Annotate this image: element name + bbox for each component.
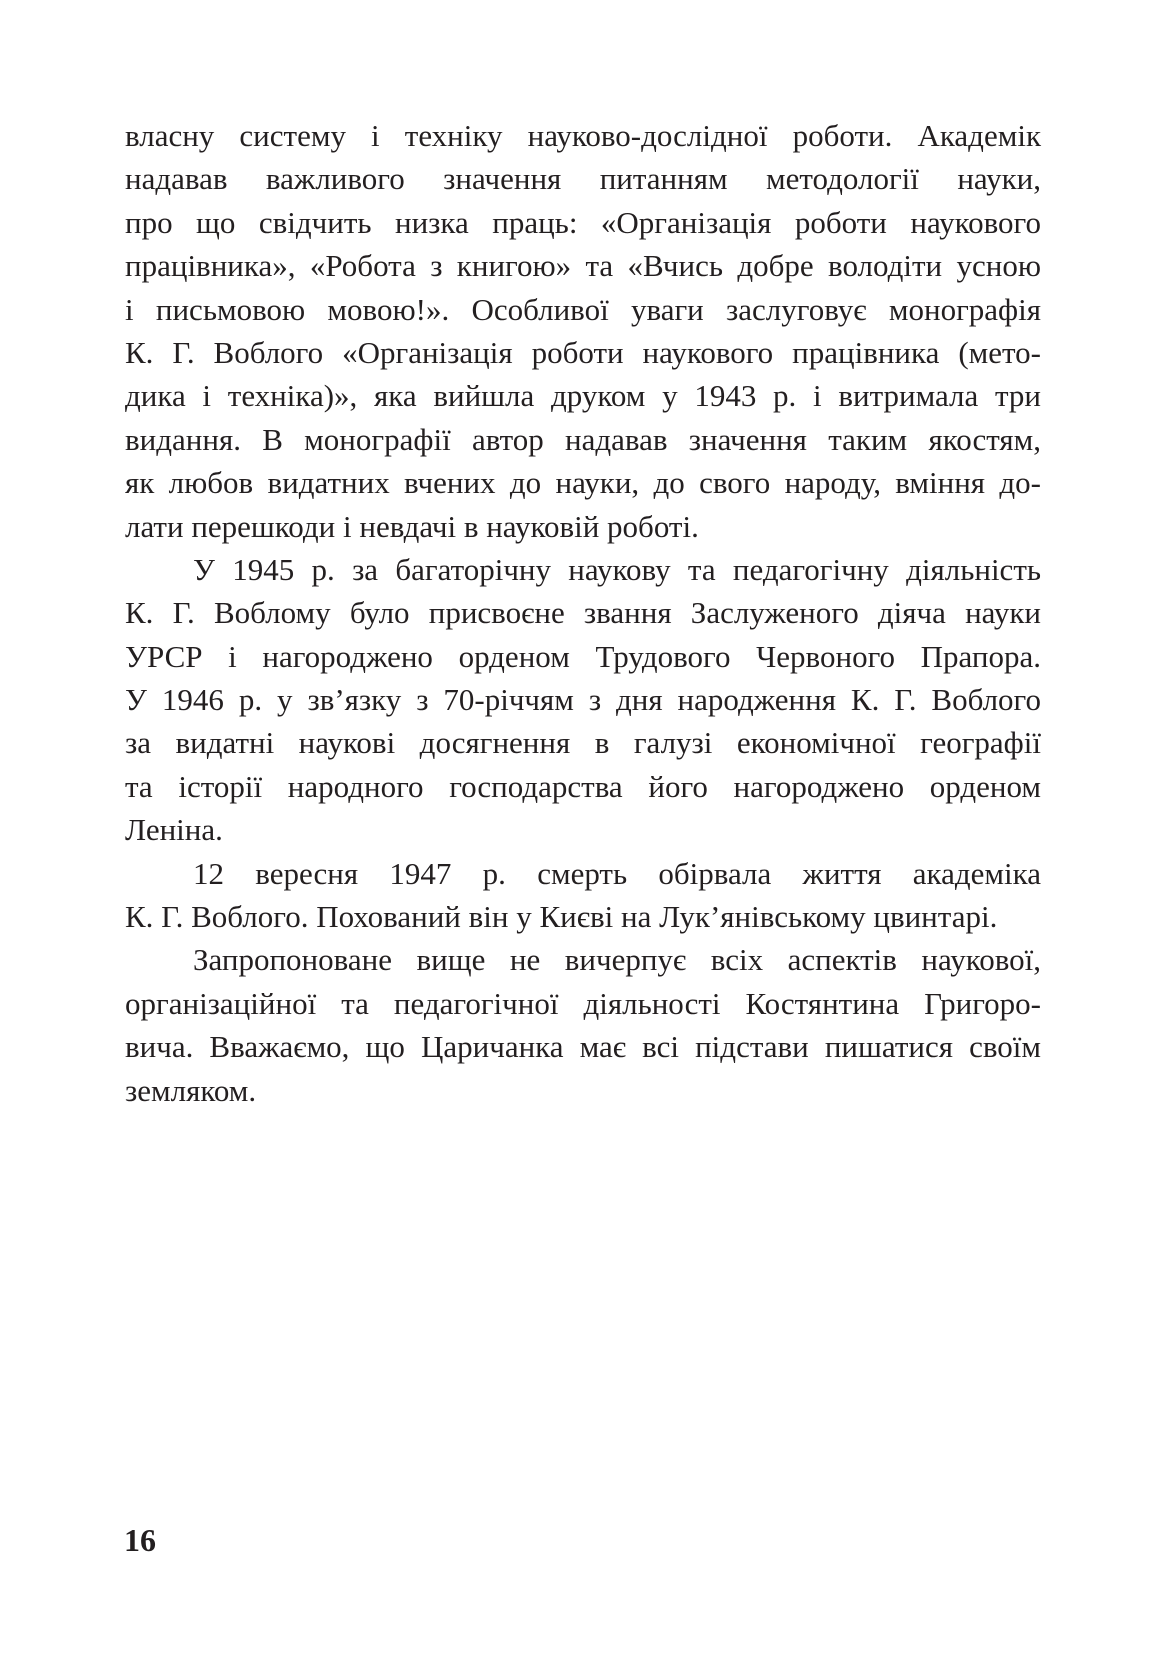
text-line: К. Г. Воблому було присвоєне звання Заслуженого діяча науки [125,595,1041,631]
text-line: К. Г. Воблого «Організація роботи наукового працівника (мето- [125,334,1041,370]
text-line: У 1945 р. за багаторічну наукову та педагогічну діяльність [193,551,1041,587]
text-line: вича. Вважаємо, що Царичанка має всі підстави пишатися своїм [125,1029,1041,1065]
text-line: організаційної та педагогічної діяльності Костянтина Григоро- [125,985,1041,1021]
body-text [125,114,1041,1112]
paragraph-3 [125,852,1041,939]
text-line: К. Г. Воблого. Похований він у Києві на Лук’янівському цвинтарі. [125,899,998,935]
text-line: У 1946 р. у зв’язку з 70-річчям з дня народження К. Г. Воблого [125,682,1041,718]
text-line: дика і техніка)», яка вийшла друком у 1943 р. і витримала три [125,378,1041,414]
text-line: лати перешкоди і невдачі в науковій роботі. [125,508,699,544]
paragraph-1 [125,114,1041,548]
text-line: УРСР і нагороджено орденом Трудового Червоного Прапора. [125,638,1041,674]
text-line: та історії народного господарства його нагороджено орденом [125,768,1041,804]
paragraph-4 [125,938,1041,1112]
text-line: про що свідчить низка праць: «Організація роботи наукового [125,204,1041,240]
text-line: видання. В монографії автор надавав значення таким якостям, [125,421,1041,457]
text-line: земляком. [125,1072,257,1108]
paragraph-2 [125,548,1041,852]
page-number: 16 [124,1522,156,1558]
text-line: як любов видатних вчених до науки, до свого народу, вміння до- [125,465,1041,501]
text-line: 12 вересня 1947 р. смерть обірвала життя академіка [193,855,1041,891]
text-line: і письмовою мовою!». Особливої уваги заслуговує монографія [125,291,1041,327]
text-line: за видатні наукові досягнення в галузі економічної географії [125,725,1041,761]
text-line: Запропоноване вище не вичерпує всіх аспектів наукової, [193,942,1041,978]
text-line: власну систему і техніку науково-дослідної роботи. Академік [125,118,1041,153]
text-line: працівника», «Робота з книгою» та «Вчись добре володіти усною [125,248,1041,284]
text-line: Леніна. [125,812,223,848]
text-line: надавав важливого значення питанням методології науки, [125,161,1041,197]
